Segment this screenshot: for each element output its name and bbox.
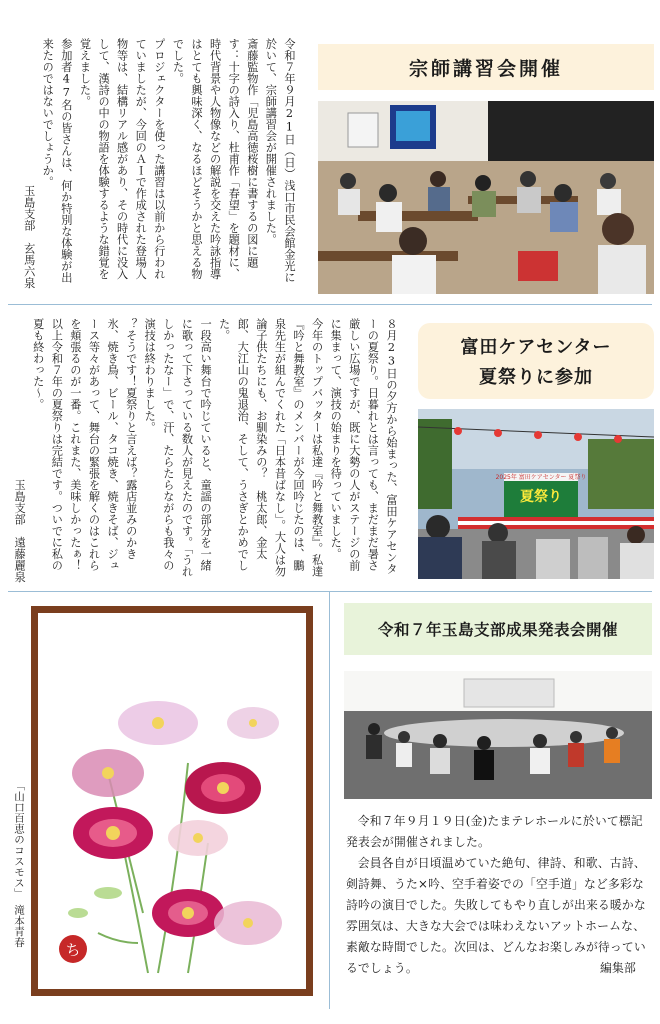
section2-paragraph: ？そうです！夏祭りと言えば？露店並みのかき氷、焼き鳥、ビール、タコ焼き、焼きそば、ジュース等々があって、舞台の緊張を解くのはこれらを頬張るのが一番。これまた、美味しかったぁ！以上令和７年の夏祭りは完結です。ついでに私の夏も終わった〜。: [31, 318, 138, 571]
cosmos-flower-4: [73, 807, 153, 859]
section2-title-box: [418, 323, 654, 399]
cosmos-flower-2: [72, 749, 144, 797]
section2-paragraph: ８月23日の夕方から始まった、富田ケアセンターの夏祭り。日暮れとは言っても、まだまだ暑さ厳しい広場ですが、既に大勢の人がステージの前に集まって、演技の始まりを待っていました。: [329, 318, 398, 575]
section3-title-box: [344, 603, 652, 655]
divider-vertical: [329, 591, 330, 1009]
seminar-photo: [318, 101, 654, 294]
section3-paragraph: 会員各自が日頃温めていた絶句、律詩、和歌、古詩、剣詩舞、うた×吟、空手着姿での「空手道」など多彩な詩吟の演目でした。失敗してもやり直しが出来る暖かな雰囲気は、大きな大会では味わえないアットホームな、素敵な時間でした。次回は、どんなお楽しみが待っているでしょう。: [346, 856, 646, 975]
painting-caption: 「山口百恵のコスモス」 滝本青春: [13, 780, 25, 948]
painting-frame: [31, 606, 313, 996]
section2-title-line1: 富田ケアセンター: [460, 337, 612, 358]
cosmos-flower-7: [214, 901, 282, 945]
festival-photo: [418, 409, 654, 579]
artist-seal-text: ち: [65, 941, 81, 959]
section1-signature: 玉島支部 玄馬六泉: [22, 184, 36, 288]
recital-photo-drawing: [344, 671, 652, 799]
section1-title: 宗師講習会開催: [408, 57, 563, 80]
section3-signature: 編集部: [600, 961, 636, 975]
section2-body: [13, 318, 400, 582]
festival-banner-big: 夏祭り: [520, 489, 562, 505]
cosmos-flower-6: [152, 889, 224, 937]
section1-title-box: [318, 44, 654, 90]
recital-photo: [344, 671, 652, 799]
divider-horizontal: [8, 591, 652, 592]
section1-paragraph: 斎藤監物作「児島高徳桜樹に書するの図に題す：十字の詩入り、杜甫作「春望」を題材に、時代背景や人物像などの解説を交えた吟詠指導はとても興味深く、なるほどそうかと思える物でした。: [171, 38, 259, 280]
festival-photo-drawing: [418, 409, 654, 579]
section1-paragraph: プロジェクターを使った講習は以前から行われていましたが、今回のＡＩで作成された登場人物等は、結構リアル感があり、その時代に没入して、漢詩の中の物語を体験するような錯覚を覚えました。: [78, 38, 166, 280]
section2-paragraph: 一段高い舞台で吟じていると、童謡の部分を一緒に歌って下さっている数人が見えたのです。「うれしかったなー」で、汗、たらたらながらも我々の演技は終わりました。: [143, 318, 213, 577]
section2-paragraph: 今年のトップバッターは私達『吟と舞教室』。私達『吟と舞教室』のメンバーが今回吟じたのは、鵬泉先生が組んでくれた「日本昔ばなし」。大人は勿論子供たちにも、お馴染みの？ 桃太郎、金太郎、大江山の鬼退治、そして、うさぎとかめでした。: [217, 318, 324, 577]
section1-paragraph: 参加者47名の皆さんは、何か特別な体験が出来たのではないでしょうか。: [41, 38, 73, 284]
artist-seal: [59, 935, 87, 963]
section2-signature: 玉島支部 遠藤麗泉: [13, 478, 27, 582]
cosmos-flower-5: [168, 820, 228, 856]
section3-body: [346, 811, 650, 979]
section1-body: [20, 38, 298, 288]
cosmos-flower-3: [185, 762, 261, 814]
divider-horizontal: [8, 304, 652, 305]
festival-banner-text: 2025年 富田ケアセンター 夏祭り: [495, 474, 587, 481]
section3-title: 令和７年玉島支部成果発表会開催: [377, 620, 618, 639]
cosmos-painting: [38, 613, 306, 989]
section2-title-line2: 夏祭りに参加: [479, 367, 593, 388]
cosmos-flower-8: [227, 707, 279, 739]
cosmos-flower-1: [118, 701, 198, 745]
section3-paragraph: 令和７年９月１９日(金)たまテレホールに於いて標記発表会が開催されました。: [346, 814, 643, 849]
section1-paragraph: 令和７年９月21日（日）浅口市民会館金光に於いて、宗師講習会が開催されました。: [264, 38, 296, 284]
seminar-photo-drawing: [318, 101, 654, 294]
